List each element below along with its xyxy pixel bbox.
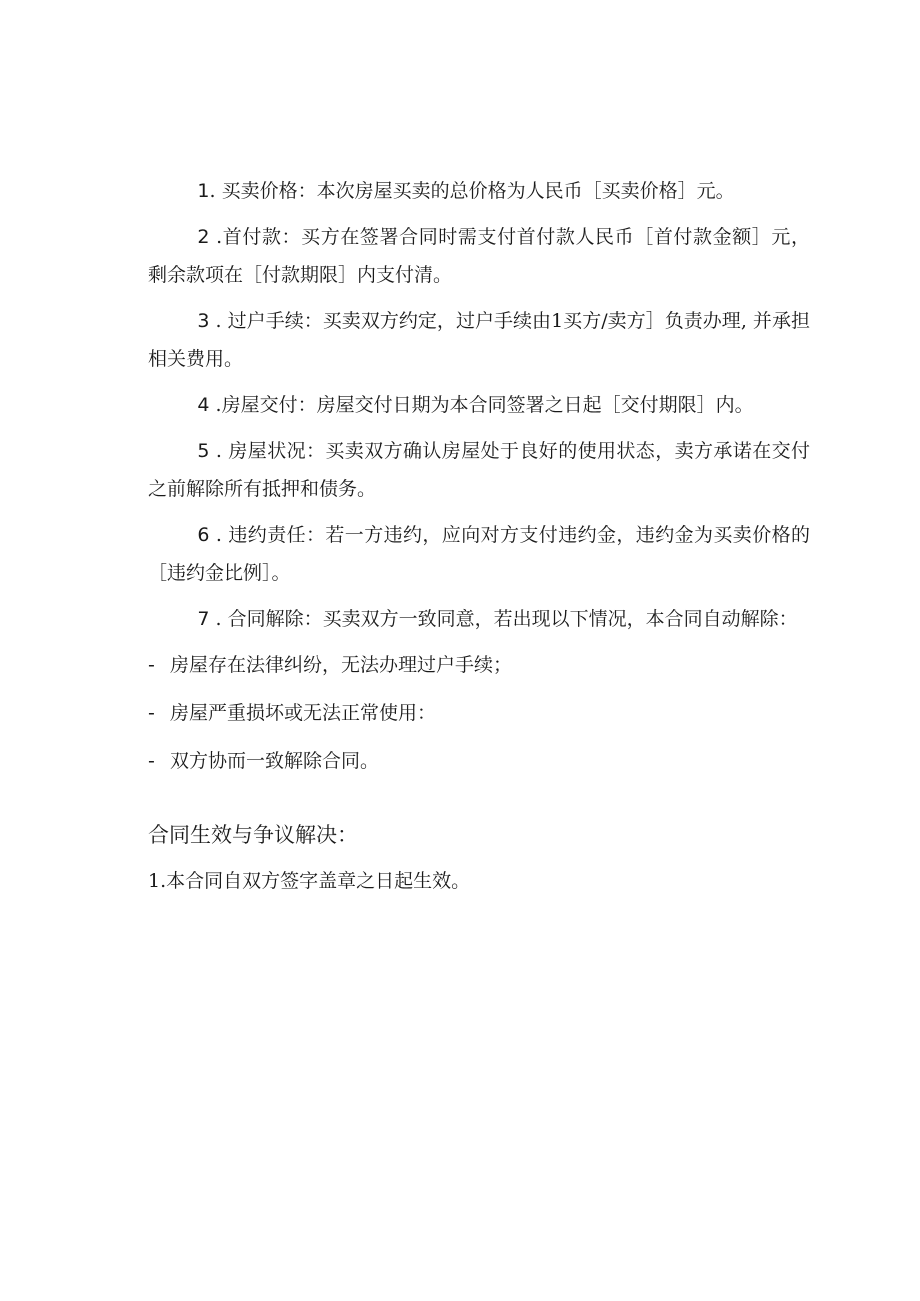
list-item-text: 房屋严重损坏或无法正常使用： bbox=[170, 702, 437, 724]
clause-text: . 过户手续：买卖双方约定，过户手续由1买方/卖方］负责办理, 并承担相关费用。 bbox=[148, 310, 810, 370]
clause-number: 4 bbox=[197, 394, 210, 416]
list-item-text: 双方协而一致解除合同。 bbox=[170, 750, 380, 772]
list-item bbox=[148, 742, 810, 780]
section-item: 1.本合同自双方签字盖章之日起生效。 bbox=[148, 870, 471, 892]
clause-5 bbox=[148, 432, 810, 508]
clause-number: 7 bbox=[197, 608, 210, 630]
clause-number: 6 bbox=[197, 524, 210, 546]
dash-marker: - bbox=[148, 654, 155, 676]
list-item bbox=[148, 694, 810, 732]
clause-1 bbox=[148, 172, 810, 210]
clause-number: 1 bbox=[197, 180, 210, 202]
section-heading: 合同生效与争议解决： bbox=[148, 823, 358, 847]
clause-text: . 买卖价格：本次房屋买卖的总价格为人民币［买卖价格］元。 bbox=[209, 180, 735, 202]
clause-text: .首付款：买方在签署合同时需支付首付款人民币［首付款金额］元，剩余款项在［付款期限］内支付清。 bbox=[148, 226, 810, 286]
clause-2 bbox=[148, 218, 810, 294]
contract-body bbox=[148, 172, 810, 900]
list-item bbox=[148, 646, 810, 684]
clause-text: . 违约责任：若一方违约，应向对方支付违约金，违约金为买卖价格的［违约金比例］。 bbox=[148, 524, 810, 584]
clause-4 bbox=[148, 386, 810, 424]
clause-6 bbox=[148, 516, 810, 592]
list-item-text: 房屋存在法律纠纷，无法办理过户手续； bbox=[170, 654, 513, 676]
clause-number: 2 bbox=[197, 226, 210, 248]
clause-number: 3 bbox=[197, 310, 210, 332]
clause-3 bbox=[148, 302, 810, 378]
clause-text: . 房屋状况：买卖双方确认房屋处于良好的使用状态，卖方承诺在交付之前解除所有抵押和债务。 bbox=[148, 440, 810, 500]
clause-text: .房屋交付：房屋交付日期为本合同签署之日起［交付期限］内。 bbox=[209, 394, 754, 416]
dash-marker: - bbox=[148, 750, 155, 772]
clause-7 bbox=[148, 600, 810, 638]
clause-text: . 合同解除：买卖双方一致同意，若出现以下情况，本合同自动解除： bbox=[209, 608, 798, 630]
clause-number: 5 bbox=[197, 440, 210, 462]
dash-marker: - bbox=[148, 702, 155, 724]
